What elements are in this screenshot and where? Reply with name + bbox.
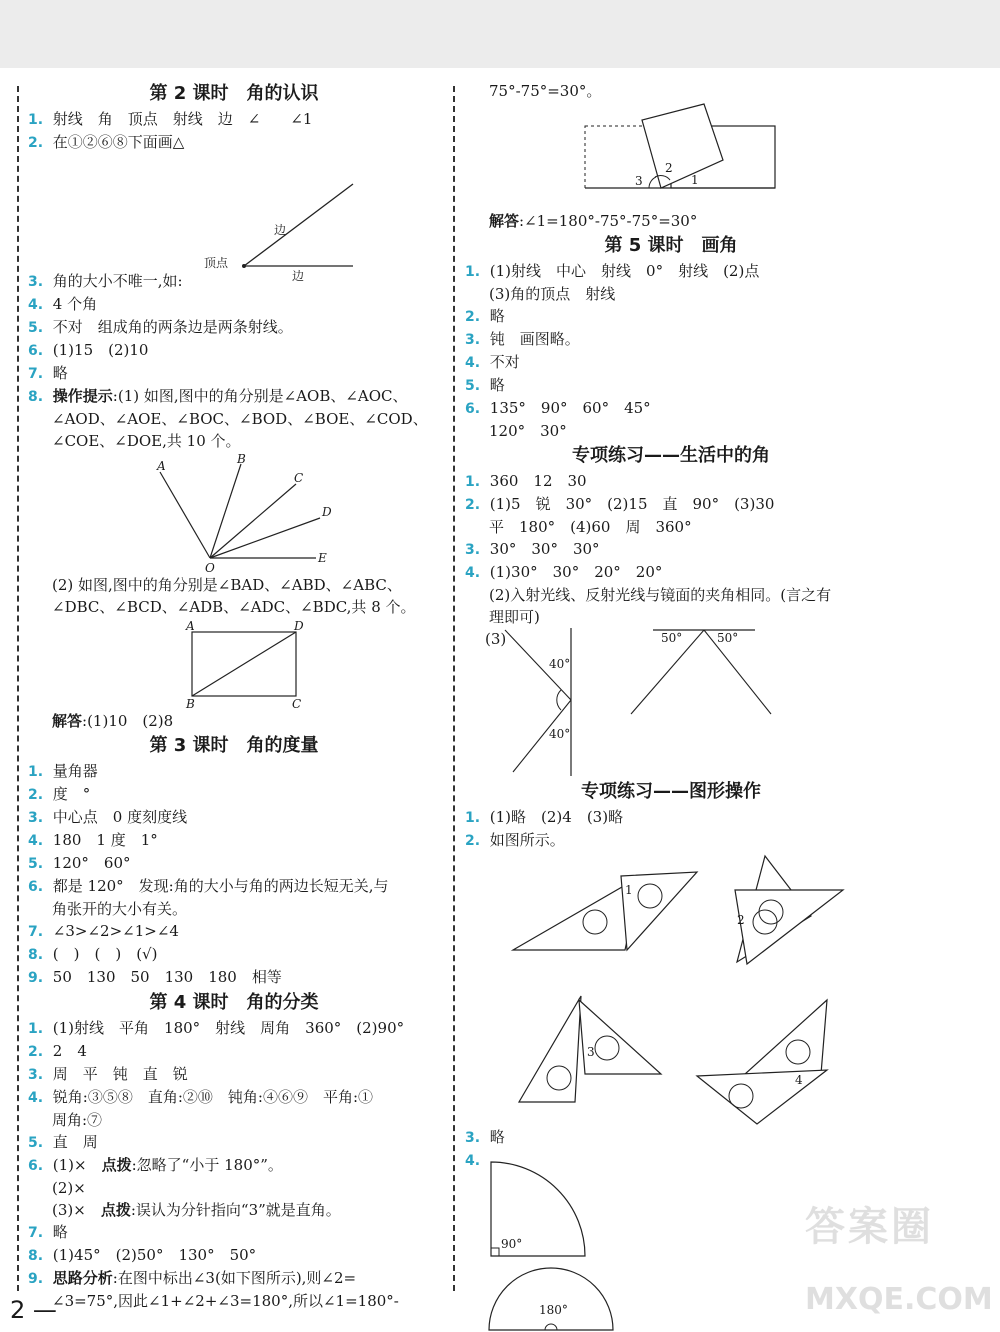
s5-q1: 1. (1)射线 中心 射线 0° 射线 (2)点 xyxy=(465,262,760,280)
s2-q8-line2: ∠AOD、∠AOE、∠BOC、∠BOD、∠BOE、∠COD、 xyxy=(52,410,428,428)
s3-q1: 1. 量角器 xyxy=(28,762,98,780)
set-square-diagrams xyxy=(465,852,877,1126)
s4-q6-b: (2)× xyxy=(52,1179,86,1197)
svg-text:4: 4 xyxy=(795,1073,803,1087)
s4-q1: 1. (1)射线 平角 180° 射线 周角 360° (2)90° xyxy=(28,1019,405,1037)
s4-q3: 3. 周 平 钝 直 锐 xyxy=(28,1065,188,1083)
sp1-q4: 4. (1)30° 30° 20° 20° xyxy=(465,563,663,581)
s2-q1: 1. 射线 角 顶点 射线 边 ∠ ∠1 xyxy=(28,110,313,128)
header-band xyxy=(0,0,1000,68)
svg-text:D: D xyxy=(294,619,304,633)
column-divider xyxy=(453,86,455,1291)
svg-text:D: D xyxy=(322,505,332,519)
s4-q7: 7. 略 xyxy=(28,1223,68,1241)
s2-q8-part2-line2: ∠DBC、∠BCD、∠ADB、∠ADC、∠BDC,共 8 个。 xyxy=(52,598,416,616)
s5-q4: 4. 不对 xyxy=(465,353,520,371)
s4-q4: 4. 锐角:③⑤⑧ 直角:②⑩ 钝角:④⑥⑨ 平角:① xyxy=(28,1088,373,1106)
section-title-lesson2: 第 2 课时 角的认识 xyxy=(149,83,319,104)
section-title-lesson5: 第 5 课时 画角 xyxy=(604,235,738,256)
s3-q8: 8. ( ) ( ) (√) xyxy=(28,945,158,963)
continued-calculation: 75°-75°=30°。 xyxy=(489,82,602,100)
svg-text:90°: 90° xyxy=(501,1237,523,1251)
s5-q6: 6. 135° 90° 60° 45° xyxy=(465,399,651,417)
svg-text:3: 3 xyxy=(587,1045,595,1059)
svg-text:E: E xyxy=(318,551,327,565)
edge-label-upper: 边 xyxy=(274,223,287,237)
watermark: 答案圈 MXQE.COM xyxy=(805,1204,993,1317)
svg-text:B: B xyxy=(186,697,195,711)
s3-q9: 9. 50 130 50 130 180 相等 xyxy=(28,968,282,986)
svg-text:180°: 180° xyxy=(539,1303,568,1317)
s3-q6: 6. 都是 120° 发现:角的大小与角的两边长短无关,与 xyxy=(28,877,389,895)
angle-fan-diagram xyxy=(28,452,440,574)
s5-q1-line2: (3)角的顶点 射线 xyxy=(489,285,616,303)
right-column xyxy=(465,80,877,1332)
svg-text:O: O xyxy=(205,561,215,575)
svg-text:2: 2 xyxy=(737,913,745,927)
section-title-lesson3: 第 3 课时 角的度量 xyxy=(149,735,319,756)
sp2-q3: 3. 略 xyxy=(465,1128,505,1146)
s3-q4: 4. 180 1 度 1° xyxy=(28,831,158,849)
sp1-q1: 1. 360 12 30 xyxy=(465,472,587,490)
edge-label-lower: 边 xyxy=(292,269,305,283)
rectangle-diagonal-diagram xyxy=(28,618,440,710)
svg-text:40°: 40° xyxy=(549,727,571,741)
svg-text:C: C xyxy=(292,697,302,711)
sp1-q4-line3: 理即可) xyxy=(489,608,540,626)
svg-text:1: 1 xyxy=(625,883,633,897)
sp2-q1: 1. (1)略 (2)4 (3)略 xyxy=(465,808,624,826)
svg-text:1: 1 xyxy=(691,173,699,187)
s2-q6: 6. (1)15 (2)10 xyxy=(28,341,149,359)
s3-q6-line2: 角张开的大小有关。 xyxy=(52,900,188,918)
s3-q7: 7. ∠3>∠2>∠1>∠4 xyxy=(28,922,179,940)
sp1-q3: 3. 30° 30° 30° xyxy=(465,540,600,558)
right-answer: 解答:∠1=180°-75°-75°=30° xyxy=(489,212,698,230)
s2-q8-part2-line1: (2) 如图,图中的角分别是∠BAD、∠ABD、∠ABC、 xyxy=(52,576,402,594)
svg-text:40°: 40° xyxy=(549,657,571,671)
svg-text:B: B xyxy=(237,452,246,466)
reflection-diagrams xyxy=(465,628,877,778)
s3-q2: 2. 度 ° xyxy=(28,785,91,803)
s5-q6-line2: 120° 30° xyxy=(489,422,567,440)
page-number: 2 — xyxy=(10,1296,57,1324)
s3-q5: 5. 120° 60° xyxy=(28,854,131,872)
left-column xyxy=(28,80,440,1312)
s4-q9-line2: ∠3=75°,因此∠1+∠2+∠3=180°,所以∠1=180°- xyxy=(52,1292,399,1310)
folded-paper-diagram xyxy=(465,102,877,210)
s4-q8: 8. (1)45° (2)50° 130° 50° xyxy=(28,1246,257,1264)
svg-text:2: 2 xyxy=(665,161,673,175)
section-title-lesson4: 第 4 课时 角的分类 xyxy=(149,992,319,1013)
s4-q5: 5. 直 周 xyxy=(28,1133,98,1151)
svg-text:50°: 50° xyxy=(717,631,739,645)
s2-q3: 3. 角的大小不唯一,如: xyxy=(28,272,183,290)
section-title-special1: 专项练习——生活中的角 xyxy=(572,445,770,466)
s4-q6: 6. (1)× 点拨:忽略了“小于 180°”。 xyxy=(28,1156,283,1174)
section-title-special2: 专项练习——图形操作 xyxy=(581,781,761,802)
s2-q8: 8. 操作提示:(1) 如图,图中的角分别是∠AOB、∠AOC、 xyxy=(28,387,408,405)
s5-q3: 3. 钝 画图略。 xyxy=(465,330,580,348)
sp1-q2-line2: 平 180° (4)60 周 360° xyxy=(489,518,692,536)
left-margin-rule xyxy=(17,86,19,1291)
s4-q2: 2. 2 4 xyxy=(28,1042,87,1060)
svg-text:C: C xyxy=(294,471,304,485)
s2-q8-line3: ∠COE、∠DOE,共 10 个。 xyxy=(52,432,241,450)
s3-q3: 3. 中心点 0 度刻度线 xyxy=(28,808,188,826)
svg-text:50°: 50° xyxy=(661,631,683,645)
s4-q6-c: (3)× 点拨:误认为分针指向“3”就是直角。 xyxy=(52,1201,341,1219)
reflection-figures xyxy=(465,628,877,778)
sp1-q4-part3-label: (3) xyxy=(485,630,507,648)
sp2-q2: 2. 如图所示。 xyxy=(465,831,565,849)
s4-q4-line2: 周角:⑦ xyxy=(52,1111,103,1129)
s2-q7: 7. 略 xyxy=(28,364,68,382)
sp1-q2: 2. (1)5 锐 30° (2)15 直 90° (3)30 xyxy=(465,495,775,513)
s2-q4: 4. 4 个角 xyxy=(28,295,98,313)
svg-text:A: A xyxy=(157,459,166,473)
s5-q2: 2. 略 xyxy=(465,307,505,325)
sp1-q4-line2: (2)入射光线、反射光线与镜面的夹角相同。(言之有 xyxy=(489,586,832,604)
vertex-label: 顶点 xyxy=(204,256,229,270)
sp2-q4: 4. xyxy=(465,1153,481,1169)
s2-q5: 5. 不对 组成角的两条边是两条射线。 xyxy=(28,318,293,336)
s2-q2: 2. 在①②⑥⑧下面画△ xyxy=(28,133,185,151)
svg-text:A: A xyxy=(186,619,195,633)
s2-answer: 解答:(1)10 (2)8 xyxy=(52,712,174,730)
s4-q9: 9. 思路分析:在图中标出∠3(如下图所示),则∠2= xyxy=(28,1269,357,1287)
svg-text:3: 3 xyxy=(635,174,643,188)
s5-q5: 5. 略 xyxy=(465,376,505,394)
